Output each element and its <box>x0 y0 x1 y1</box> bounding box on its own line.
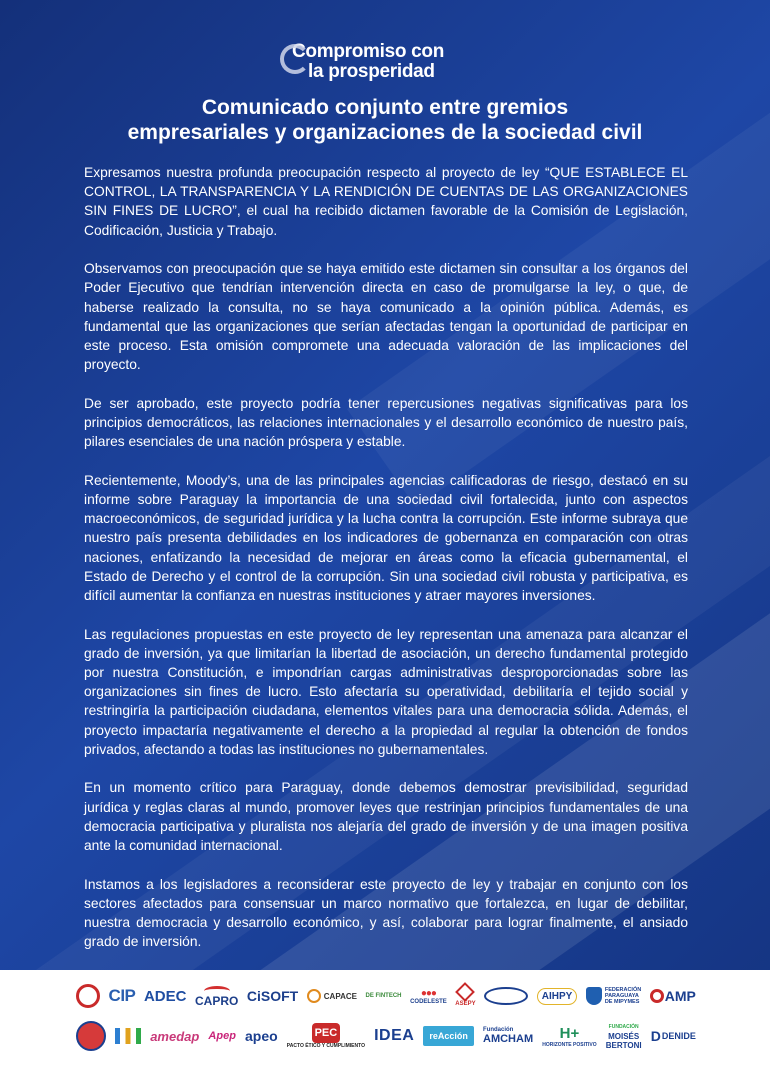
fed-line1: FEDERACIÓN <box>604 987 642 993</box>
c-swoosh-icon <box>280 44 310 74</box>
statement-body <box>84 163 688 971</box>
logo-moises-name1: MOISÉS <box>608 1031 640 1041</box>
logo-amp <box>650 988 696 1004</box>
logo-pec-badge: PEC <box>312 1023 340 1043</box>
logo-apep <box>208 1030 236 1042</box>
campaign-logo-line2: la prosperidad <box>308 61 435 82</box>
logo-amcham-top: Fundación <box>483 1027 514 1033</box>
paragraph-2: Observamos con preocupación que se haya emitido este dictamen sin consultar a los órganos del Poder Ejecutivo que tendrían intervención directa en caso de promulgarse la ley, o que, de haberse realizado la consulta, no se haya comunicado a la opinión pública. Además, es fundamental que las organizaciones que serían afectadas tengan la oportunidad de participar en este proceso. Esta omisión compromete una adecuada valoración de las implicaciones del proyecto. <box>84 261 688 373</box>
logo-amp-text: AMP <box>664 988 696 1004</box>
logo-pec-sub: PACTO ÉTICO Y CUMPLIMIENTO <box>286 1043 365 1049</box>
paragraph-3: De ser aprobado, este proyecto podría tener repercusiones negativas significativas para los principios democráticos, las relaciones internacionales y el desarrollo económico de nuestro país, pilares esenciales de una nación próspera y estable. <box>84 395 688 450</box>
logo-reaccion: reAcción <box>423 1026 474 1046</box>
logo-row-1 <box>76 982 696 1010</box>
logo-pec <box>287 1023 365 1049</box>
logo-denide-mark: D <box>650 1028 661 1044</box>
shield-icon <box>586 987 602 1005</box>
logo-cip: CIP <box>108 986 136 1005</box>
ring-icon <box>650 989 664 1003</box>
title-line2: empresariales y organizaciones de la sociedad civil <box>127 121 643 144</box>
paragraph-5: Las regulaciones propuestas en este proyecto de ley representan una amenaza para alcanzar el grado de inversión, ya que limitarían la libertad de asociación, un derecho fundamental protegido por nuestra Constitución, e impondrían cargas administrativas desproporcionadas sobre las organizaciones sin fines de lucro. Esto afectaría su operatividad, debilitaría el tejido social y restringiría la participación ciudadana, elementos vitales para una democracia sólida. Además, el proyecto impactaría negativamente el derecho a la propiedad al regular la obtención de fondos privados, afectando a todas las instituciones no gubernamentales. <box>84 626 688 757</box>
dots-icon: ●●● <box>420 987 436 999</box>
logo-asepy-text: ASEPY <box>455 1001 476 1007</box>
logo-capro <box>195 986 238 1007</box>
logo-adec: ADEC <box>143 987 187 1005</box>
logo-codeleste-text: CODELESTE <box>410 998 447 1005</box>
logo-capro-text: CAPRO <box>195 993 239 1008</box>
logo-capace <box>307 989 357 1003</box>
logo-fintech-text: DE FINTECH <box>365 993 402 999</box>
logo-cisoft: CiSOFT <box>246 988 299 1004</box>
campaign-logo <box>286 42 496 82</box>
paragraph-6: En un momento crítico para Paraguay, donde debemos demostrar previsibilidad, seguridad jurídica y reglas claras al mundo, promover leyes que restrinjan principios fundamentales de una democracia participativa y pluralista nos alejaría del grado de inversión y de una imagen positiva ante la comunidad internacional. <box>84 780 688 854</box>
logo-row-2 <box>76 1018 696 1054</box>
title-line1: Comunicado conjunto entre gremios <box>201 96 569 119</box>
logo-fintech <box>366 993 402 999</box>
logo-capace-text: CAPACE <box>323 991 357 1001</box>
logo-apep-text: Apep <box>208 1030 236 1042</box>
paragraph-4: Recientemente, Moody’s, una de las principales agencias calificadoras de riesgo, destacó en su informe sobre Paraguay la importancia de una sociedad civil fortalecida, junto con aspectos macroeconómicos, de seguridad jurídica y la lucha contra la corrupción. Este informe subraya que nuestro país presenta debilidades en los indicadores de gobernanza en comparación con otras naciones, enfatizando la necesidad de mejorar en áreas como la eficacia gubernamental, el Estado de Derecho y el control de la corrupción. Sin una sociedad civil robusta y participativa, es difícil aumentar la confianza en nuestras instituciones y atraer mayores inversiones. <box>84 472 688 604</box>
logo-moises-name2: BERTONI <box>605 1040 642 1050</box>
logo-horizonte-positivo <box>542 1025 596 1048</box>
diamond-icon <box>456 982 476 1002</box>
logo-amedap <box>150 1029 199 1044</box>
logo-apeo-text: apeo <box>245 1028 278 1044</box>
logo-oval <box>484 987 528 1005</box>
fed-line2: PARAGUAYA <box>604 993 639 999</box>
logo-horiz-mark: H+ <box>559 1024 580 1042</box>
seal-icon <box>76 984 100 1008</box>
fed-line3: DE MIPYMES <box>604 999 640 1005</box>
paragraph-7: Instamos a los legisladores a reconsiderar este proyecto de ley y trabajar en conjunto con los sectores afectados para consensuar un marco normativo que fortalezca, en lugar de debilitar, nuestra democracia y desarrollo económico, y así, colaborar para lograr finalmente, el ansiado grado de inversión. <box>84 876 688 950</box>
logo-amcham-text: AMCHAM <box>483 1033 534 1045</box>
ring-icon <box>307 989 321 1003</box>
logo-idea <box>374 1027 414 1045</box>
page-title <box>30 95 740 145</box>
paragraph-1: Expresamos nuestra profunda preocupación respecto al proyecto de ley “QUE ESTABLECE EL CONTROL, LA TRANSPARENCIA Y LA RENDICIÓN DE CUENTAS DE LAS ORGANIZACIONES SIN FINES DE LUCRO”, el cual ha recibido dictamen favorable de la Comisión de Legislación, Codificación, Justicia y Trabajo. <box>84 165 688 238</box>
logo-horiz-sub: HORIZONTE POSITIVO <box>542 1041 597 1048</box>
logo-federacion <box>586 987 641 1005</box>
campaign-logo-line1: Compromiso con <box>292 41 445 62</box>
logo-denide-text: DENIDE <box>661 1031 696 1041</box>
logo-seal-1 <box>76 984 100 1008</box>
logo-amcham <box>483 1027 533 1045</box>
logo-amedap-text: amedap <box>150 1028 200 1044</box>
logo-codeleste <box>410 988 447 1005</box>
logo-asepy <box>455 985 475 1007</box>
logo-apeo <box>245 1028 278 1044</box>
logo-idea-text: IDEA <box>374 1027 415 1044</box>
logo-aihpy: AIHPY <box>537 988 578 1005</box>
logo-moises-bertoni <box>606 1023 642 1050</box>
logo-circle-badge <box>76 1021 106 1051</box>
logo-moises-top: FUNDACIÓN <box>608 1023 639 1030</box>
signatory-logos <box>0 970 770 1090</box>
logo-camiffru <box>115 1028 141 1044</box>
logo-denide <box>651 1028 696 1044</box>
bars-icon <box>115 1028 141 1044</box>
